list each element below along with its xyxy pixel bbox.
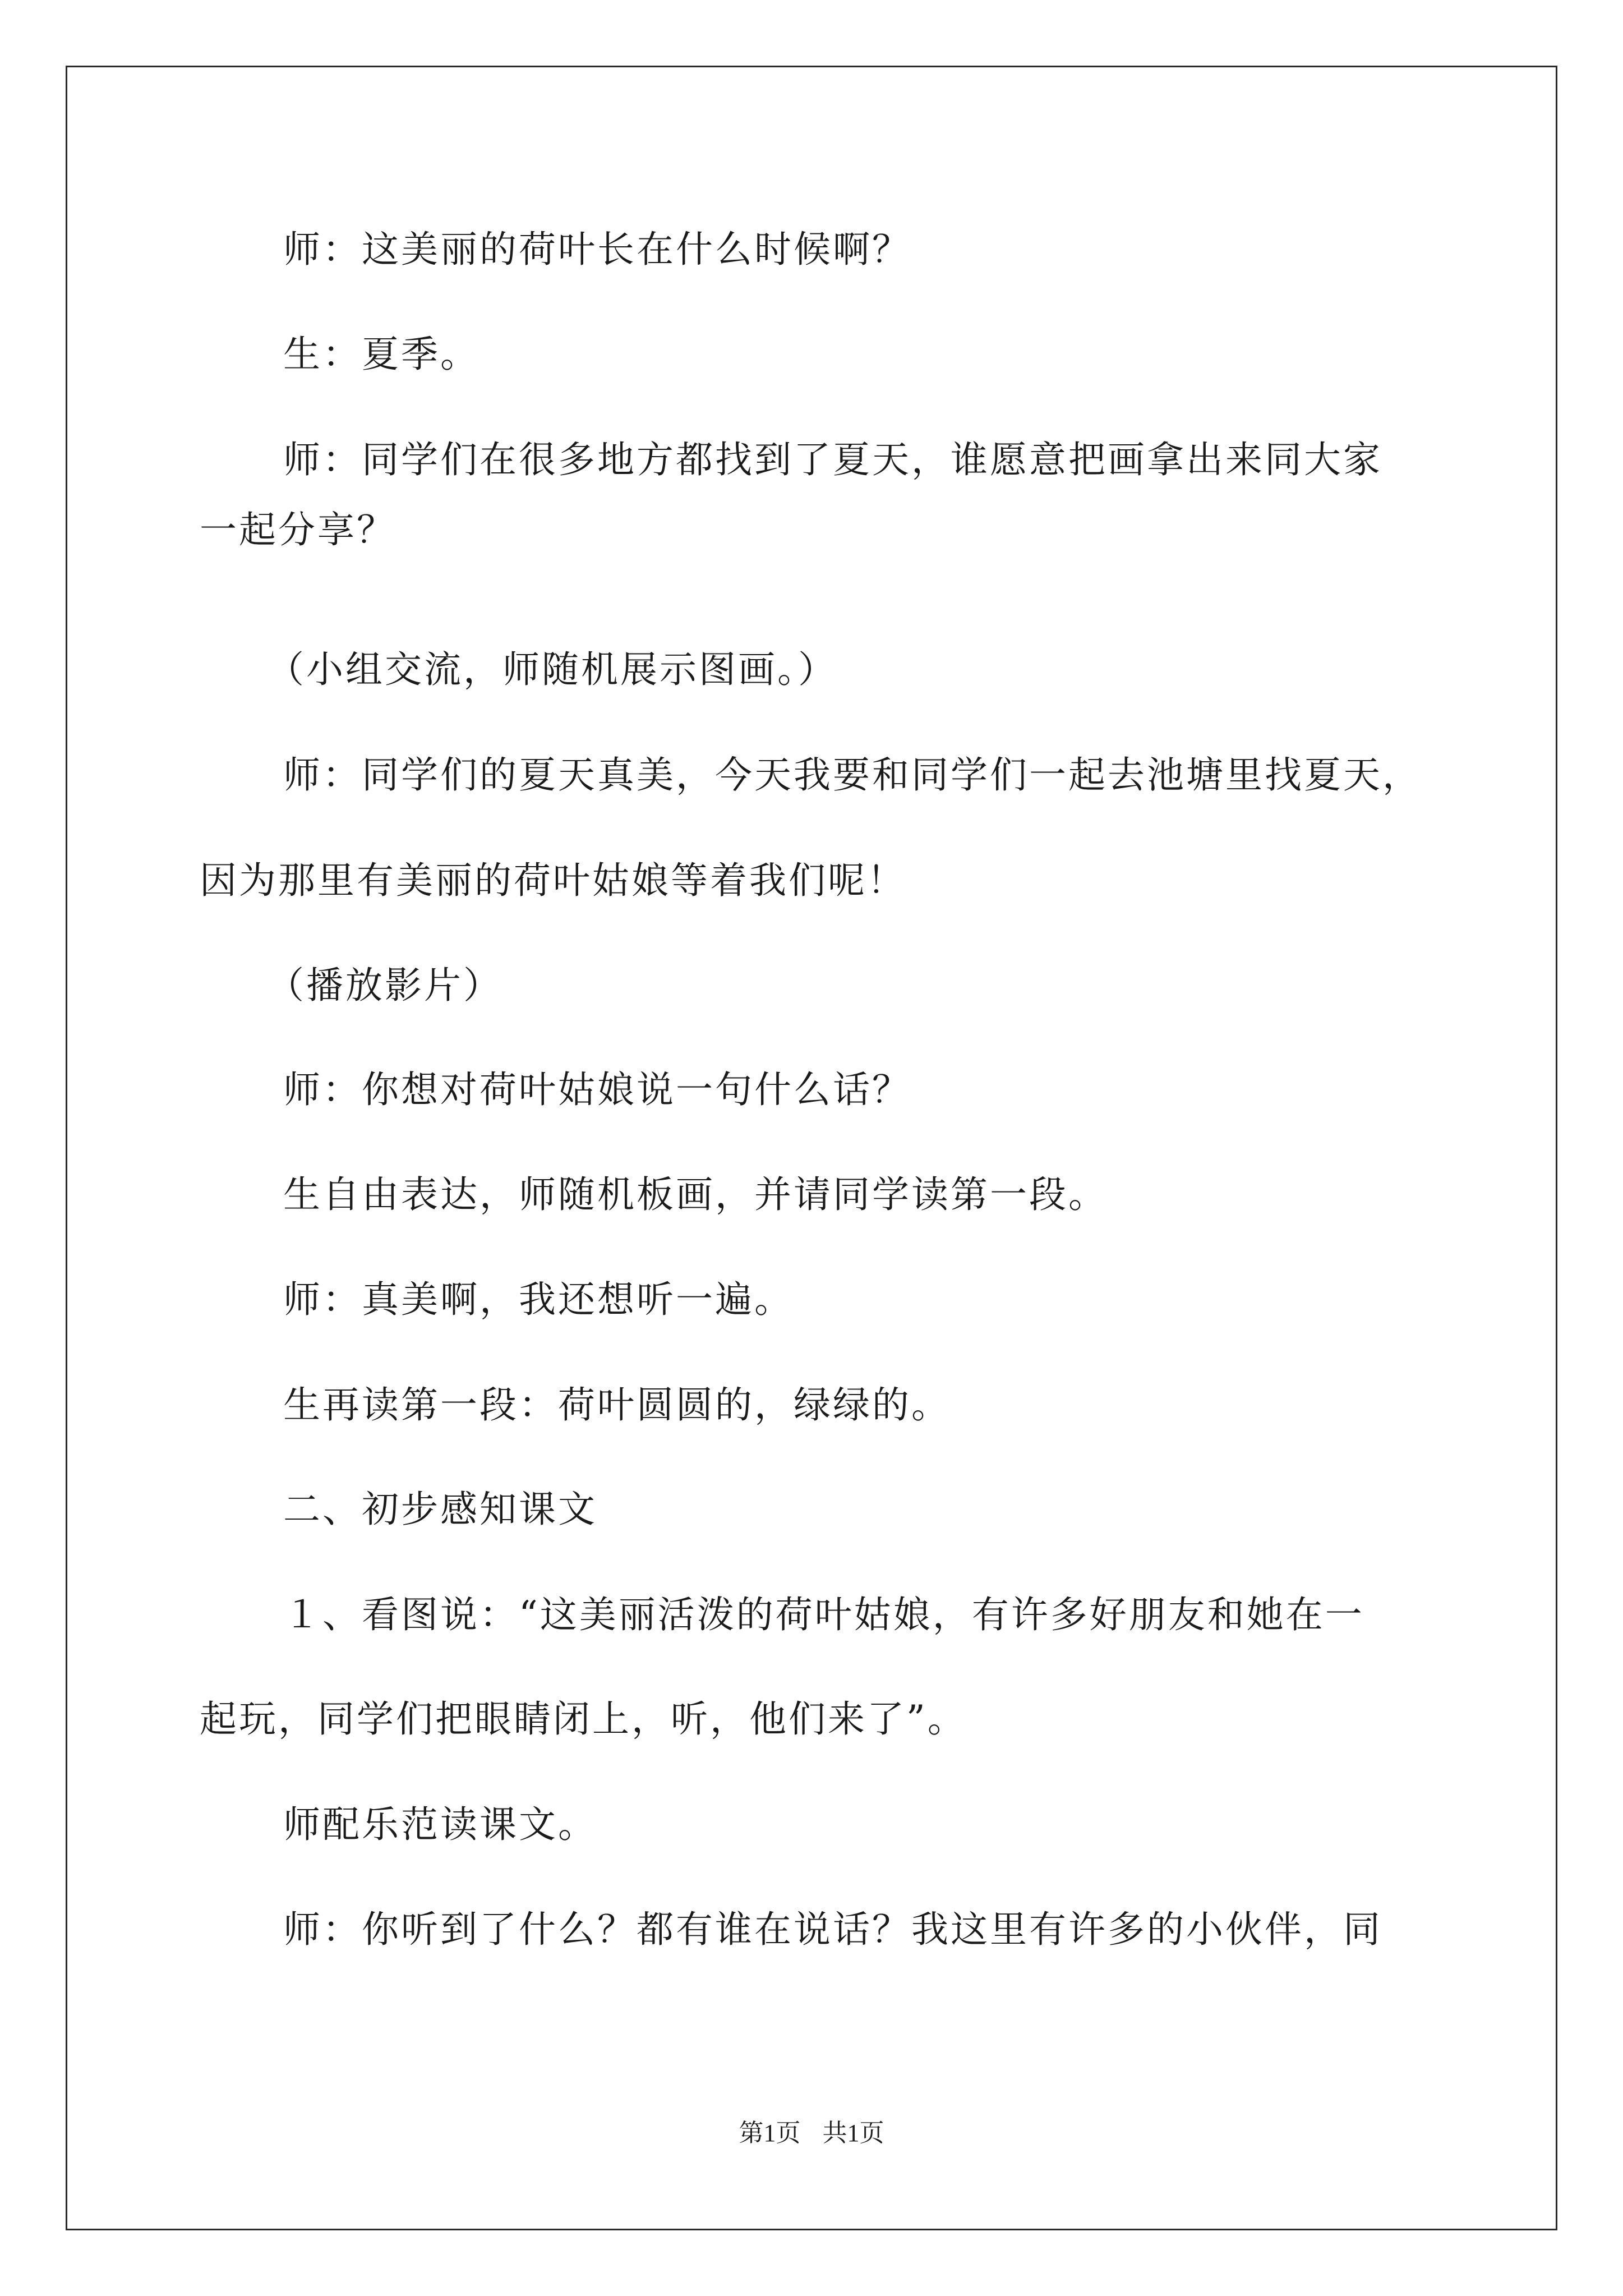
text-line: 一起分享？ bbox=[200, 508, 396, 551]
text-line: 生自由表达，师随机板画，并请同学读第一段。 bbox=[283, 1173, 1108, 1216]
text-line: 师：你听到了什么？都有谁在说话？我这里有许多的小伙伴，同 bbox=[283, 1908, 1382, 1951]
text-line: 师：真美啊，我还想听一遍。 bbox=[283, 1278, 794, 1321]
text-line: 师：同学们在很多地方都找到了夏天，谁愿意把画拿出来同大家 bbox=[283, 438, 1382, 481]
section-heading: 二、初步感知课文 bbox=[283, 1488, 597, 1531]
page-footer bbox=[0, 2118, 1623, 2149]
page-number-total: 共1页 bbox=[822, 2119, 884, 2147]
text-line: 生：夏季。 bbox=[283, 333, 479, 376]
text-line: （播放影片） bbox=[267, 964, 502, 1007]
text-line: 起玩，同学们把眼睛闭上，听，他们来了”。 bbox=[200, 1697, 967, 1741]
text-line: １、看图说：“这美丽活泼的荷叶姑娘，有许多好朋友和她在一 bbox=[283, 1593, 1364, 1636]
text-line: 师：这美丽的荷叶长在什么时候啊？ bbox=[283, 228, 911, 271]
text-line: 师：同学们的夏天真美，今天我要和同学们一起去池塘里找夏天， bbox=[283, 753, 1422, 797]
text-line: 师：你想对荷叶姑娘说一句什么话？ bbox=[283, 1068, 911, 1111]
text-line: 生再读第一段：荷叶圆圆的，绿绿的。 bbox=[283, 1383, 951, 1427]
text-line: 师配乐范读课文。 bbox=[283, 1803, 597, 1846]
text-line: 因为那里有美丽的荷叶姑娘等着我们呢！ bbox=[200, 859, 906, 902]
page-number-current: 第1页 bbox=[739, 2119, 801, 2147]
text-line: （小组交流，师随机展示图画。） bbox=[267, 648, 837, 691]
